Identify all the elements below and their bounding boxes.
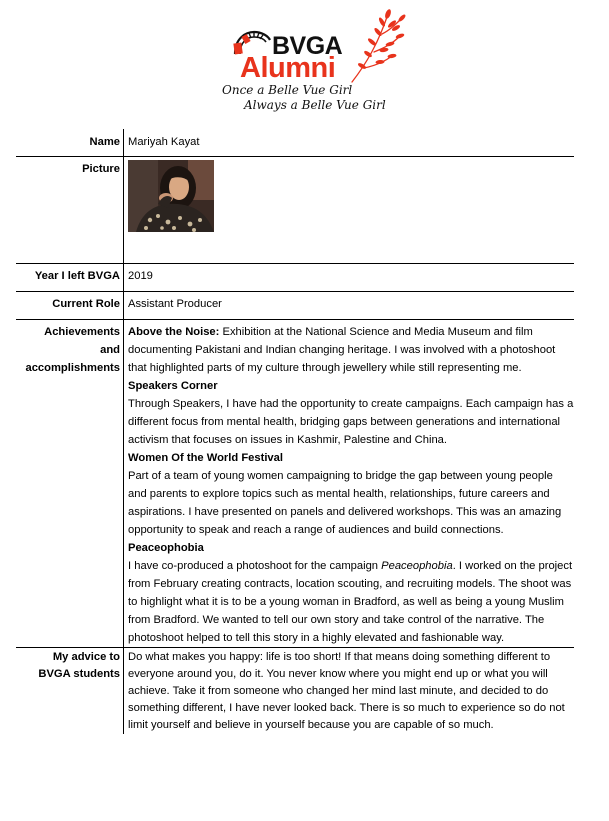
advice-text: Do what makes you happy: life is too short! If that means doing something different to everyone around you, do it. You never know where you might end up or what you will achieve. Take it from someone who changed her mind last minute, and decided to do something different, I have never looked back. There is so much to experience so do not limit yourself and believe in yourself because you are capable of so much. [128, 651, 565, 731]
section-heading: Above the Noise: [128, 326, 220, 338]
achievements-label: Achievements and accomplishments [16, 320, 124, 648]
portrait-image [128, 160, 214, 232]
current-role-row [16, 292, 574, 320]
year-left-value: 2019 [124, 264, 575, 292]
section-text: Part of a team of young women campaigning to bridge the gap between young people and parents to explore topics such as mental health, relationships, future careers and aspirations. I have presented on panels and delivered workshops. This was an amazing opportunity to speak and reach a range of audiences and build connections. [128, 470, 562, 536]
current-role-label: Current Role [16, 292, 124, 320]
logo-tagline-1: Once a Belle Vue Girl [222, 83, 353, 97]
year-left-label: Year I left BVGA [16, 264, 124, 292]
year-left-row [16, 264, 574, 292]
achievements-content [124, 320, 575, 648]
floral-branch-icon [344, 8, 408, 84]
name-value: Mariyah Kayat [124, 129, 575, 157]
section-text: I have co-produced a photoshoot for the campaign Peaceophobia. I worked on the project from February creating contracts, location scouting, and recruiting models. The shoot was to highlight what it is to be a young woman in Bradford, as well as being a young Muslim from Bradford. We wanted to tell our own story and take control of the narrative. The photoshoot helped to tell this story in a highly elevated and fashionable way. [128, 560, 573, 644]
profile-photo [128, 160, 214, 232]
achievements-row [16, 320, 574, 648]
logo-tagline-2: Always a Belle Vue Girl [244, 98, 386, 112]
section-heading: Women Of the World Festival [128, 452, 283, 464]
bvga-alumni-logo [222, 8, 408, 114]
name-row [16, 129, 574, 157]
achievement-above-the-noise [128, 323, 574, 377]
logo-alumni-text: Alumni [240, 52, 336, 84]
alumni-profile-table [16, 129, 574, 734]
picture-row [16, 157, 574, 264]
section-text: Exhibition at the National Science and Media Museum and film documenting Pakistani and Indian changing heritage. I was involved with a photoshoot that highlighted parts of my culture through jewellery while still representing me. [128, 326, 556, 374]
advice-label: My advice to BVGA students [16, 648, 124, 735]
current-role-value: Assistant Producer [124, 292, 575, 320]
section-heading: Speakers Corner [128, 380, 218, 392]
logo-brand-text: BVGA [272, 32, 343, 60]
section-text: Through Speakers, I have had the opportunity to create campaigns. Each campaign has a different focus from mental health, bridging gaps between generations and international activism that focuses on issues in Kashmir, Palestine and China. [128, 398, 574, 446]
name-label: Name [16, 129, 124, 157]
campaign-name: Peaceophobia [381, 560, 453, 572]
picture-label: Picture [16, 157, 124, 264]
section-heading: Peaceophobia [128, 542, 204, 554]
advice-row [16, 648, 574, 735]
